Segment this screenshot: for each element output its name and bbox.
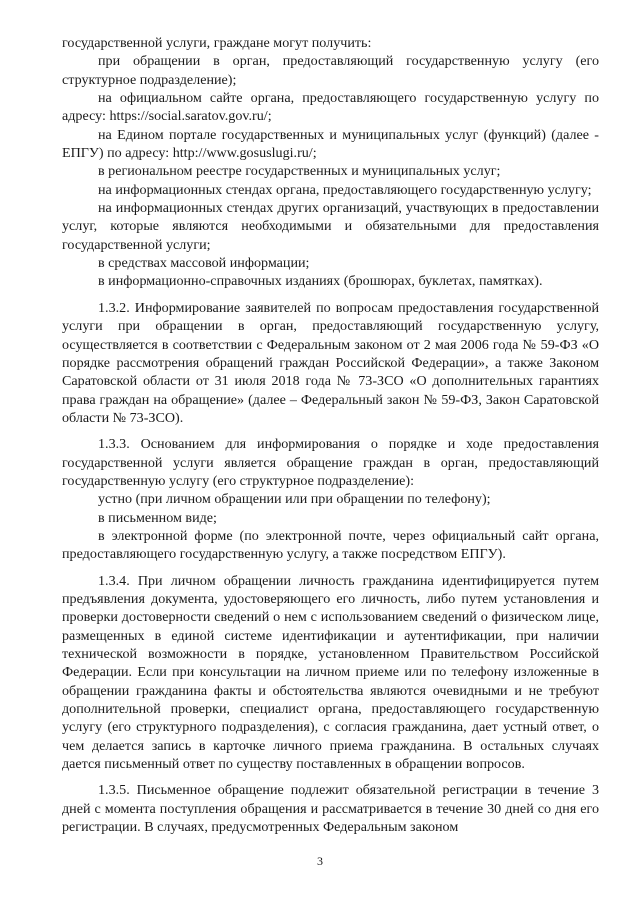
clause-1-3-5: 1.3.5. Письменное обращение подлежит обязательной регистрации в течение 3 дней с момента поступления обращения и рассматривается в течение 30 дней со дня его регистрации. В случаях, предусмотренных Федеральным законом: [62, 782, 599, 836]
clause-1-3-2: 1.3.2. Информирование заявителей по вопросам предоставления государственной услуги при обращении в орган, предоставляющий государственную услугу, осуществляется в соответствии с Федеральным законом от 2 мая 2006 года № 59-ФЗ «О порядке рассмотрения обращений граждан Российской Федерации», а также Законом Саратовской области от 31 июля 2018 года № 73-ЗСО «О дополнительных гарантиях права граждан на обращение» (далее – Федеральный закон № 59-ФЗ, Закон Саратовской области № 73-ЗСО).: [62, 299, 599, 426]
list-item-epgu: на Едином портале государственных и муниципальных услуг (функций) (далее - ЕПГУ) по адресу: http://www.gosuslugi.ru/;: [62, 126, 599, 162]
clause-1-3-4: 1.3.4. При личном обращении личность гражданина идентифицируется путем предъявления документа, удостоверяющего его личность, либо путем установления и проверки достоверности сведений о нем с использованием сведений о физическом лице, размещенных в единой системе идентификации и аутентификации, при наличии технической возможности в порядке, установленном Правительством Российской Федерации. Если при консультации на личном приеме или по телефону изложенные в обращении гражданина факты и обстоятельства являются очевидными и не требуют дополнительной проверки, специалист органа, предоставляющего государственную услугу (его структурного подразделения), с согласия гражданина, дает устный ответ, о чем делается запись в карточке личного приема гражданина. В остальных случаях дается письменный ответ по существу поставленных в обращении вопросов.: [62, 572, 599, 773]
paragraph-continuation: государственной услуги, граждане могут получить:: [62, 35, 372, 51]
list-item-mass-media: в средствах массовой информации;: [98, 255, 310, 272]
list-item-other-stands: на информационных стендах других организаций, участвующих в предоставлении услуг, которые являются необходимыми и обязательными для предоставления государственной услуги;: [62, 200, 599, 253]
page-number: 3: [317, 854, 323, 868]
list-item-organ: при обращении в орган, предоставляющий государственную услугу (его структурное подразделение);: [62, 53, 599, 88]
clause-1-3-3: 1.3.3. Основанием для информирования о порядке и ходе предоставления государственной услуги является обращение граждан в орган, предоставляющий государственную услугу (его структурное подразделение):: [62, 436, 599, 489]
list-item-organ-stands: на информационных стендах органа, предоставляющего государственную услугу;: [98, 181, 592, 198]
list-item-oral: устно (при личном обращении или при обращении по телефону);: [98, 491, 491, 508]
list-item-reference-publications: в информационно-справочных изданиях (брошюрах, буклетах, памятках).: [98, 273, 543, 290]
list-item-written: в письменном виде;: [98, 509, 217, 526]
list-item-regional-registry: в региональном реестре государственных и муниципальных услуг;: [98, 163, 501, 180]
list-item-official-site: на официальном сайте органа, предоставляющего государственную услугу по адресу: https://social.saratov.gov.ru/;: [62, 90, 599, 125]
document-body: [62, 34, 599, 836]
list-item-electronic: в электронной форме (по электронной почте, через официальный сайт органа, предоставляющего государственную услугу, а также посредством ЕПГУ).: [62, 527, 599, 563]
